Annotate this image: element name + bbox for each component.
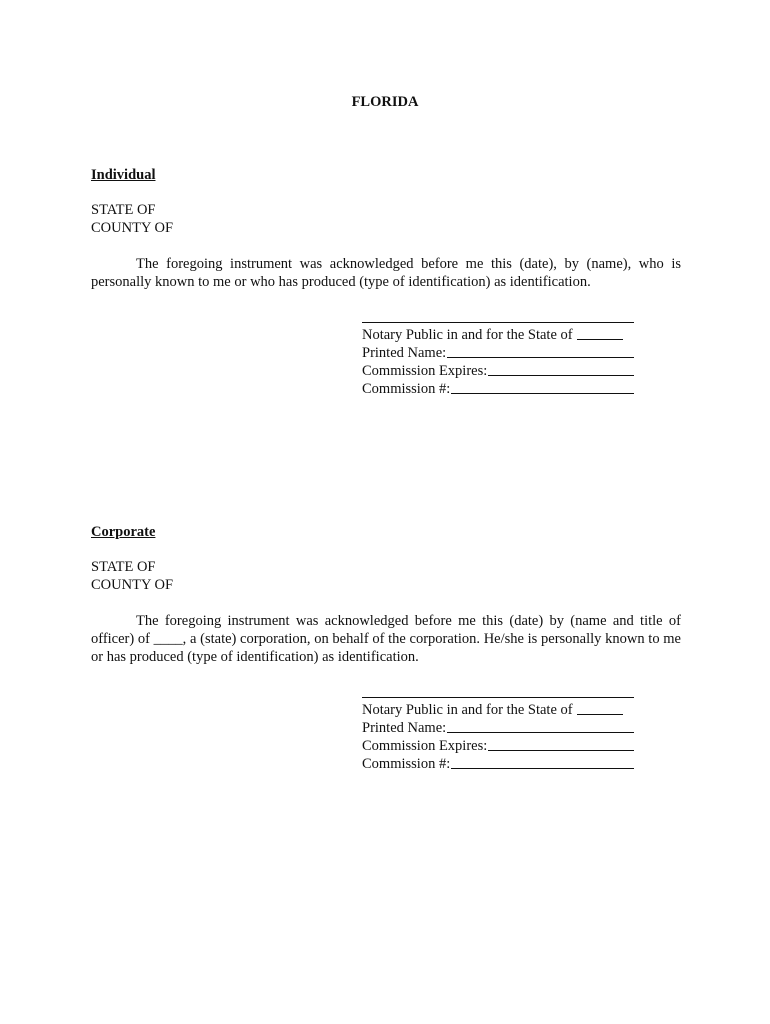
notary-state-label: Notary Public in and for the State of — [362, 702, 573, 718]
individual-section — [91, 166, 681, 184]
commission-number-blank[interactable] — [451, 380, 634, 394]
individual-state-label: STATE OF — [91, 202, 156, 218]
commission-number-row — [362, 755, 634, 773]
individual-acknowledgment-text: The foregoing instrument was acknowledged before me this (date), by (name), who is personally known to me or who has produced (type of identification) as identification. — [91, 256, 681, 290]
corporate-paragraph-block — [91, 612, 681, 666]
commission-number-label: Commission #: — [362, 756, 451, 772]
commission-expires-label: Commission Expires: — [362, 738, 488, 754]
corporate-venue — [91, 558, 681, 594]
commission-number-blank[interactable] — [451, 755, 634, 769]
individual-signature-block — [362, 322, 634, 398]
individual-venue — [91, 201, 681, 237]
individual-heading: Individual — [91, 167, 156, 183]
printed-name-label: Printed Name: — [362, 345, 447, 361]
corporate-county-label: COUNTY OF — [91, 577, 174, 593]
signature-line — [362, 322, 634, 323]
individual-county-label: COUNTY OF — [91, 220, 174, 236]
corporate-section — [91, 523, 681, 541]
commission-expires-row — [362, 362, 634, 380]
commission-number-row — [362, 380, 634, 398]
corporate-state-label: STATE OF — [91, 559, 156, 575]
signature-line — [362, 697, 634, 698]
printed-name-blank[interactable] — [447, 344, 634, 358]
commission-expires-label: Commission Expires: — [362, 363, 488, 379]
printed-name-blank[interactable] — [447, 719, 634, 733]
corporate-heading: Corporate — [91, 524, 156, 540]
notary-state-label: Notary Public in and for the State of — [362, 327, 573, 343]
commission-expires-blank[interactable] — [488, 737, 634, 751]
document-title: FLORIDA — [351, 94, 419, 110]
corporate-signature-block — [362, 697, 634, 773]
corporate-acknowledgment-text: The foregoing instrument was acknowledged before me this (date) by (name and title of officer) of ____, a (state) corporation, on behalf of the corporation. He/she is personally known to me or has produced (type of identification) as identification. — [91, 613, 681, 665]
commission-expires-blank[interactable] — [488, 362, 634, 376]
printed-name-row — [362, 719, 634, 737]
notary-state-row — [362, 701, 634, 719]
printed-name-label: Printed Name: — [362, 720, 447, 736]
commission-number-label: Commission #: — [362, 381, 451, 397]
printed-name-row — [362, 344, 634, 362]
notary-state-blank[interactable] — [577, 701, 623, 715]
notary-state-blank[interactable] — [577, 326, 623, 340]
individual-paragraph-block — [91, 255, 681, 291]
notary-state-row — [362, 326, 634, 344]
commission-expires-row — [362, 737, 634, 755]
